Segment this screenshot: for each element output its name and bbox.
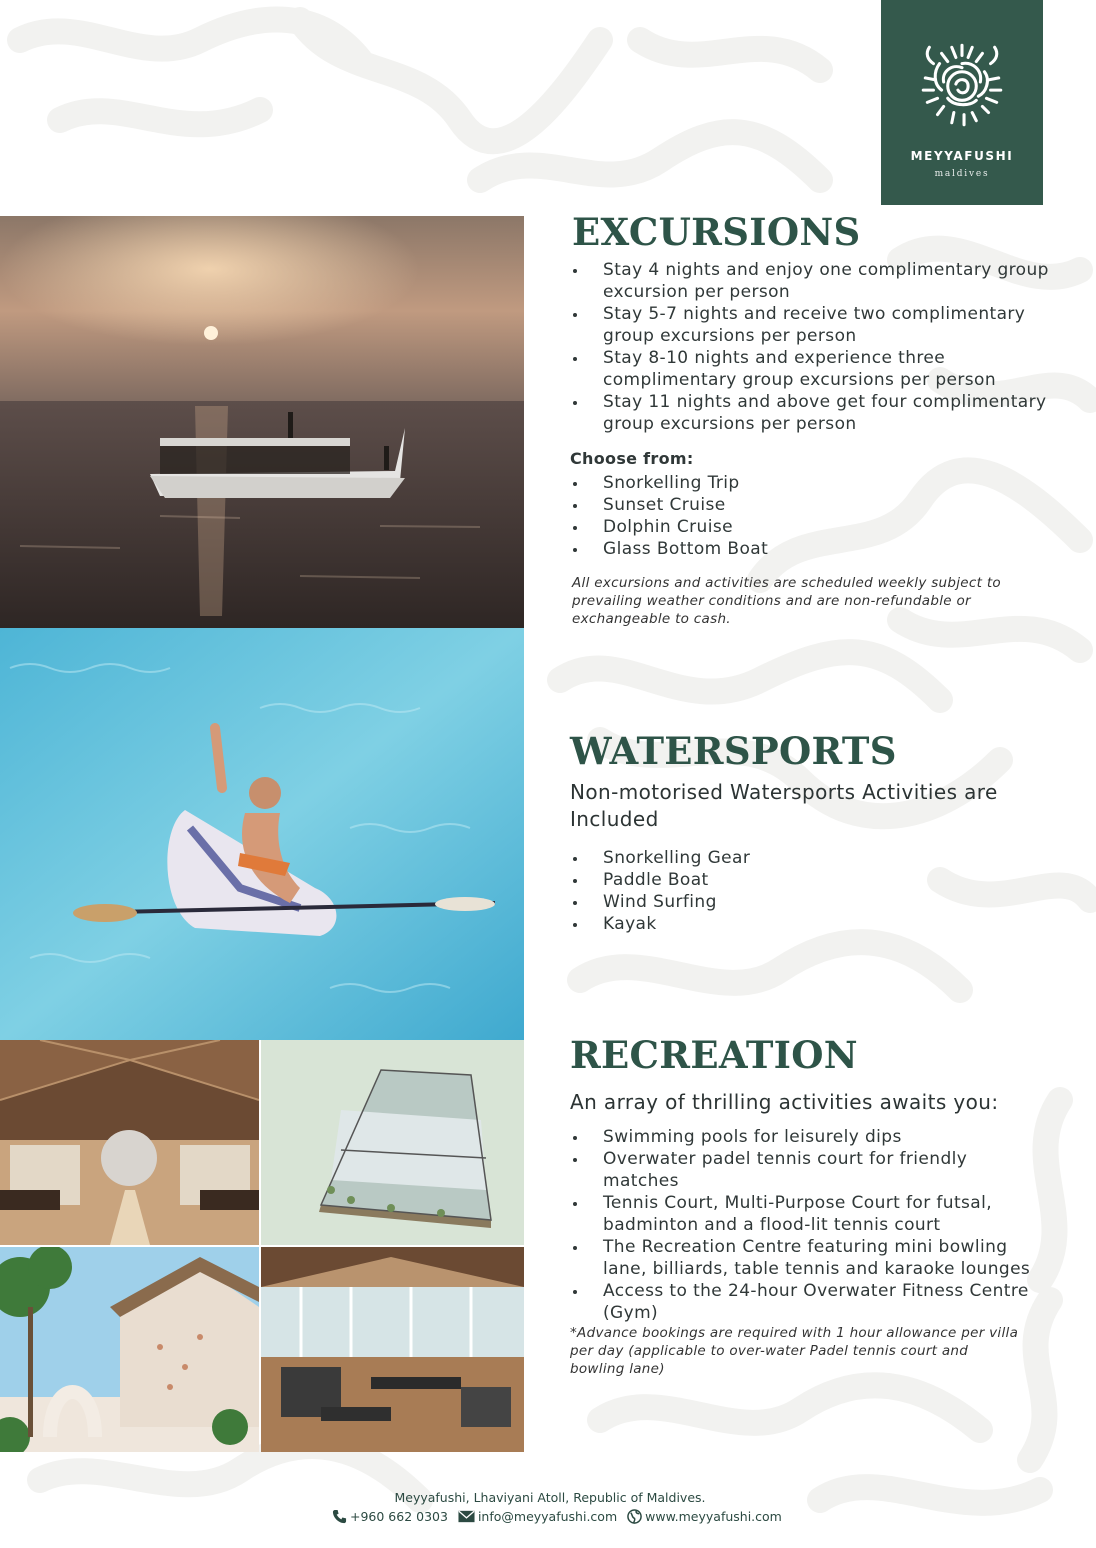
list-item: Snorkelling Trip [570, 472, 1050, 494]
brand-logo [881, 0, 1043, 205]
excursions-offers-list [570, 259, 1050, 435]
phone-icon [332, 1509, 347, 1524]
list-item: Dolphin Cruise [570, 516, 1050, 538]
footer-address: Meyyafushi, Lhaviyani Atoll, Republic of Maldives. [394, 1490, 706, 1505]
brand-name: MEYYAFUSHI [910, 149, 1014, 163]
coral-emblem-icon [911, 32, 1013, 136]
excursions-note: All excursions and activities are scheduled weekly subject to prevailing weather conditions and are non-refundable or exchangeable to cash. [572, 575, 1001, 627]
padel-court-photo [261, 1040, 524, 1245]
sunset-cruise-photo [0, 216, 524, 628]
recreation-subtitle: An array of thrilling activities awaits you: [570, 1090, 999, 1114]
list-item: Glass Bottom Boat [570, 538, 1050, 560]
list-item: Overwater padel tennis court for friendly matches [570, 1148, 1040, 1192]
excursions-options-list [570, 472, 1050, 560]
list-item: Tennis Court, Multi-Purpose Court for futsal, badminton and a flood-lit tennis court [570, 1192, 1040, 1236]
footer-phone[interactable] [332, 1509, 448, 1524]
recreation-note: *Advance bookings are required with 1 hour allowance per villa per day (applicable to over-water Padel tennis court and bowling lane) [570, 1325, 1019, 1377]
climbing-wall-photo [0, 1247, 259, 1452]
paddleboard-photo [0, 628, 524, 1040]
footer-email[interactable] [458, 1509, 617, 1524]
recreation-centre-photo [0, 1040, 259, 1245]
list-item: Stay 8-10 nights and experience three complimentary group excursions per person [570, 347, 1050, 391]
recreation-section [570, 1035, 1050, 1378]
watersports-list [570, 847, 1050, 935]
list-item: Snorkelling Gear [570, 847, 1050, 869]
choose-from-label: Choose from: [570, 449, 694, 468]
footer-contacts [332, 1509, 792, 1524]
mail-icon [458, 1510, 475, 1523]
excursions-section [570, 212, 1050, 628]
list-item: Kayak [570, 913, 1050, 935]
gym-photo [261, 1247, 524, 1452]
globe-icon [627, 1509, 642, 1524]
list-item: Stay 4 nights and enjoy one complimentary group excursion per person [570, 259, 1050, 303]
email-address: info@meyyafushi.com [477, 1509, 618, 1524]
list-item: Access to the 24-hour Overwater Fitness Centre (Gym) [570, 1280, 1040, 1324]
phone-number: +960 662 0303 [350, 1509, 448, 1524]
website-url: www.meyyafushi.com [645, 1509, 782, 1524]
list-item: Stay 11 nights and above get four complimentary group excursions per person [570, 391, 1050, 435]
list-item: Wind Surfing [570, 891, 1050, 913]
watersports-section [570, 731, 1050, 935]
watersports-title: WATERSPORTS [570, 729, 897, 773]
watersports-subtitle: Non-motorised Watersports Activities are Included [570, 780, 998, 831]
excursions-title: EXCURSIONS [572, 210, 861, 254]
footer-website[interactable] [627, 1509, 782, 1524]
list-item: Stay 5-7 nights and receive two complimentary group excursions per person [570, 303, 1050, 347]
recreation-list [570, 1126, 1040, 1324]
list-item: Sunset Cruise [570, 494, 1050, 516]
brand-subname: maldives [934, 169, 990, 179]
list-item: Paddle Boat [570, 869, 1050, 891]
list-item: Swimming pools for leisurely dips [570, 1126, 1040, 1148]
list-item: The Recreation Centre featuring mini bowling lane, billiards, table tennis and karaoke lounges [570, 1236, 1040, 1280]
recreation-title: RECREATION [570, 1033, 858, 1077]
